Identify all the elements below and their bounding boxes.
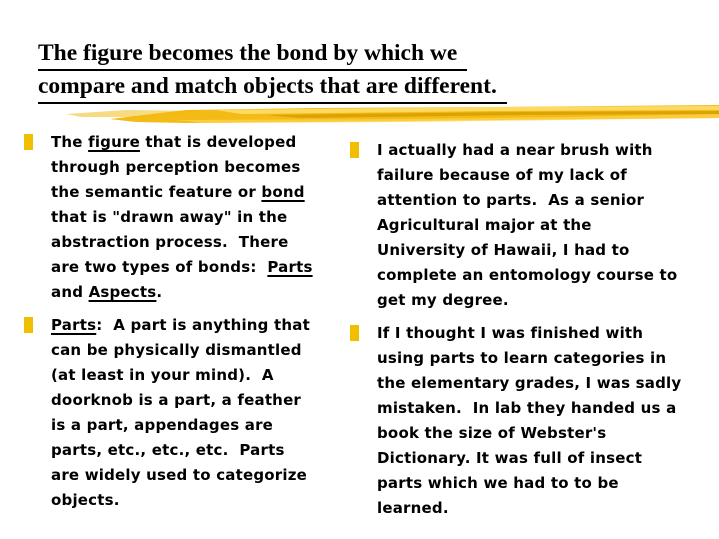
- brush-stroke-decoration: [66, 101, 719, 129]
- bullet-item: [24, 130, 344, 305]
- title-line-1: The figure becomes the bond by which we: [38, 38, 467, 71]
- bullet-item: [350, 321, 718, 521]
- left-column: [24, 130, 344, 521]
- bullet-text: Parts: A part is anything that can be physically dismantled (at least in your mind). A doorknob is a part, a feather is a part, appendages are parts, etc., etc., etc. Parts are widely used to categorize objects.: [51, 316, 310, 509]
- bullet-item: [350, 138, 718, 313]
- bullet-square-icon: [350, 142, 359, 158]
- bullet-text: If I thought I was finished with using parts to learn categories in the elementary grades, I was sadly mistaken. In lab they handed us a book the size of Webster's Dictionary. It was full of insect parts which we had to to be learned.: [377, 324, 682, 517]
- title-line-2: compare and match objects that are different.: [38, 71, 507, 104]
- page-title: [38, 38, 698, 104]
- bullet-text: I actually had a near brush with failure because of my lack of attention to parts. As a senior Agricultural major at the University of Hawaii, I had to complete an entomology course to get my degree.: [377, 141, 678, 309]
- bullet-item: [24, 313, 344, 513]
- right-column: [350, 138, 718, 529]
- bullet-square-icon: [350, 325, 359, 341]
- bullet-square-icon: [24, 317, 33, 333]
- bullet-square-icon: [24, 134, 33, 150]
- bullet-text: The figure that is developed through perception becomes the semantic feature or bond that is "drawn away" in the abstraction process. There are two types of bonds: Parts and Aspects.: [51, 133, 313, 301]
